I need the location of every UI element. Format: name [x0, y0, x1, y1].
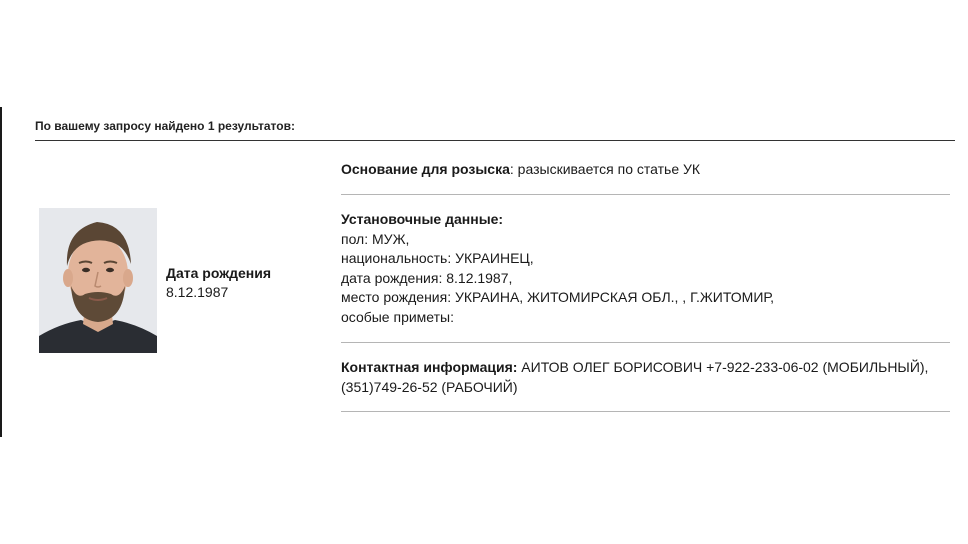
- details-field: [341, 210, 950, 327]
- divider-contact: [341, 411, 950, 412]
- contact-value: АИТОВ ОЛЕГ БОРИСОВИЧ +7-922-233-06-02 (МОБИЛЬНЫЙ), (351)749-26-52 (РАБОЧИЙ): [341, 359, 929, 395]
- header-divider: [35, 140, 955, 141]
- results-header: По вашему запросу найдено 1 результатов:: [35, 119, 295, 133]
- person-photo-image: [39, 208, 157, 353]
- dob-block: [166, 265, 271, 300]
- contact-field: [341, 358, 950, 397]
- left-border: [0, 107, 2, 437]
- reason-field: [341, 160, 950, 180]
- dob-value: 8.12.1987: [166, 284, 229, 300]
- divider-reason: [341, 194, 950, 195]
- reason-label: Основание для розыска: [341, 161, 510, 177]
- details-line-marks: особые приметы:: [341, 308, 454, 325]
- dob-label: Дата рождения: [166, 265, 272, 281]
- details-line-birthplace: место рождения: УКРАИНА, ЖИТОМИРСКАЯ ОБЛ., , Г.ЖИТОМИР,: [341, 289, 774, 305]
- details-label: Установочные данные:: [341, 211, 504, 227]
- details-line-sex: пол: МУЖ,: [341, 230, 410, 247]
- details-line-dob: дата рождения: 8.12.1987,: [341, 269, 513, 286]
- details-line-nationality: национальность: УКРАИНЕЦ,: [341, 250, 534, 266]
- divider-details: [341, 342, 950, 343]
- person-photo: [39, 208, 157, 353]
- contact-label: Контактная информация:: [341, 359, 518, 375]
- reason-value: : разыскивается по статье УК: [509, 161, 701, 177]
